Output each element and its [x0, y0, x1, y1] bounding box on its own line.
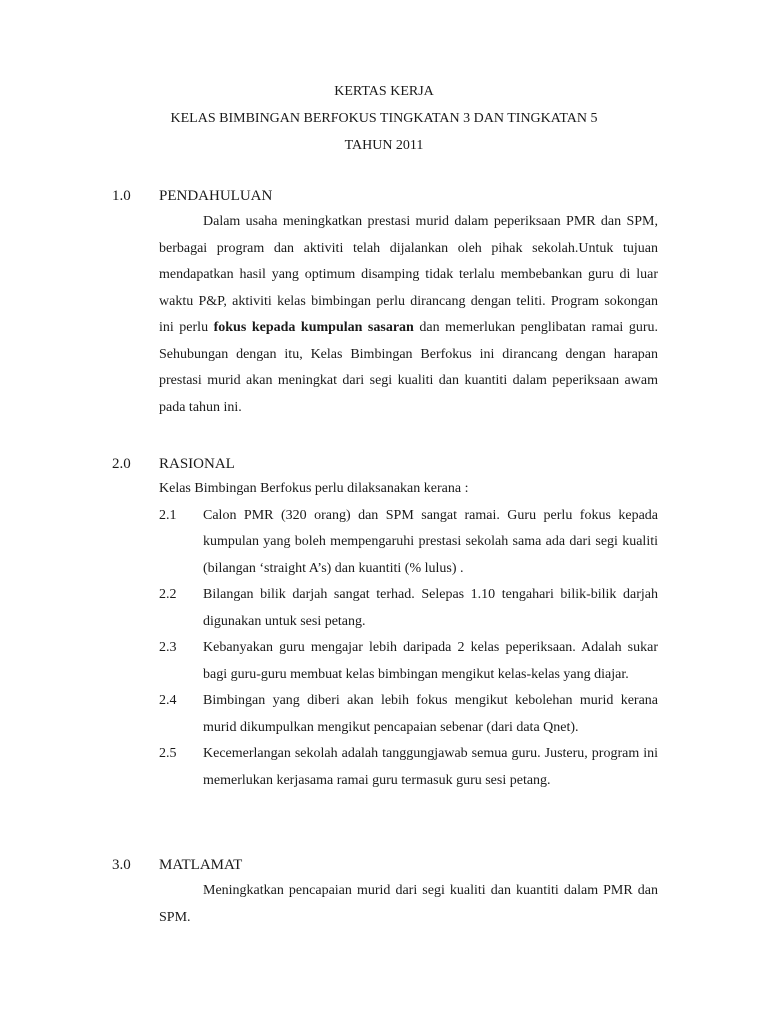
list-item	[159, 503, 658, 583]
section-heading	[112, 452, 658, 476]
list-item-text: Bilangan bilik darjah sangat terhad. Selepas 1.10 tengahari bilik-bilik darjah digunakan untuk sesi petang.	[203, 587, 658, 629]
list-item	[159, 635, 658, 688]
list-item-text: Kecemerlangan sekolah adalah tanggungjawab semua guru. Justeru, program ini memerlukan kerjasama ramai guru termasuk guru sesi petang.	[203, 746, 658, 788]
section-intro: Kelas Bimbingan Berfokus perlu dilaksanakan kerana :	[159, 481, 469, 496]
list-item	[159, 741, 658, 794]
list-item-number: 2.2	[159, 587, 177, 602]
document-subtitle: KELAS BIMBINGAN BERFOKUS TINGKATAN 3 DAN TINGKATAN 5	[170, 111, 598, 126]
section-paragraph: Meningkatkan pencapaian murid dari segi kualiti dan kuantiti dalam PMR dan SPM.	[159, 883, 658, 925]
document-title-block	[0, 78, 768, 159]
document-year: TAHUN 2011	[344, 138, 424, 153]
section-heading	[112, 184, 658, 208]
section-rasional	[112, 452, 658, 794]
section-number: 1.0	[112, 188, 131, 204]
list-item-number: 2.1	[159, 507, 177, 523]
section-title: PENDAHULUAN	[159, 188, 273, 204]
section-title: RASIONAL	[159, 456, 235, 472]
section-pendahuluan	[112, 184, 658, 421]
section-heading	[112, 853, 658, 877]
list-item-number: 2.5	[159, 746, 177, 761]
list-item-text: Bimbingan yang diberi akan lebih fokus mengikut kebolehan murid kerana murid dikumpulkan mengikut pencapaian sebenar (dari data Qnet).	[203, 693, 658, 735]
section-number: 2.0	[112, 456, 131, 472]
section-matlamat	[112, 853, 658, 931]
bold-emphasis: fokus kepada kumpulan sasaran	[213, 320, 414, 335]
section-title: MATLAMAT	[159, 857, 243, 873]
list-item	[159, 688, 658, 741]
section-paragraph: Dalam usaha meningkatkan prestasi murid dalam peperiksaan PMR dan SPM, berbagai program dan aktiviti telah dijalankan oleh pihak sekolah.Untuk tujuan mendapatkan hasil yang optimum disamping tidak terlalu membebankan guru di luar waktu P&P, aktiviti kelas bimbingan perlu dirancang dengan teliti. Program sokongan ini perlu fokus kepada kumpulan sasaran dan memerlukan penglibatan ramai guru. Sehubungan dengan itu, Kelas Bimbingan Berfokus ini dirancang dengan harapan prestasi murid akan meningkat dari segi kualiti dan kuantiti dalam peperiksaan awam pada tahun ini.	[159, 214, 658, 415]
list-item-number: 2.3	[159, 640, 177, 655]
section-number: 3.0	[112, 857, 131, 873]
list-item-number: 2.4	[159, 693, 177, 708]
list-item-text: Calon PMR (320 orang) dan SPM sangat ramai. Guru perlu fokus kepada kumpulan yang boleh mempengaruhi prestasi sekolah sama ada dari segi kualiti (bilangan ‘straight A’s) dan kuantiti (% lulus) .	[203, 507, 658, 576]
list-item	[159, 582, 658, 635]
document-title: KERTAS KERJA	[334, 84, 434, 99]
list-item-text: Kebanyakan guru mengajar lebih daripada 2 kelas peperiksaan. Adalah sukar bagi guru-guru membuat kelas bimbingan mengikut kelas-kelas yang diajar.	[203, 640, 658, 682]
